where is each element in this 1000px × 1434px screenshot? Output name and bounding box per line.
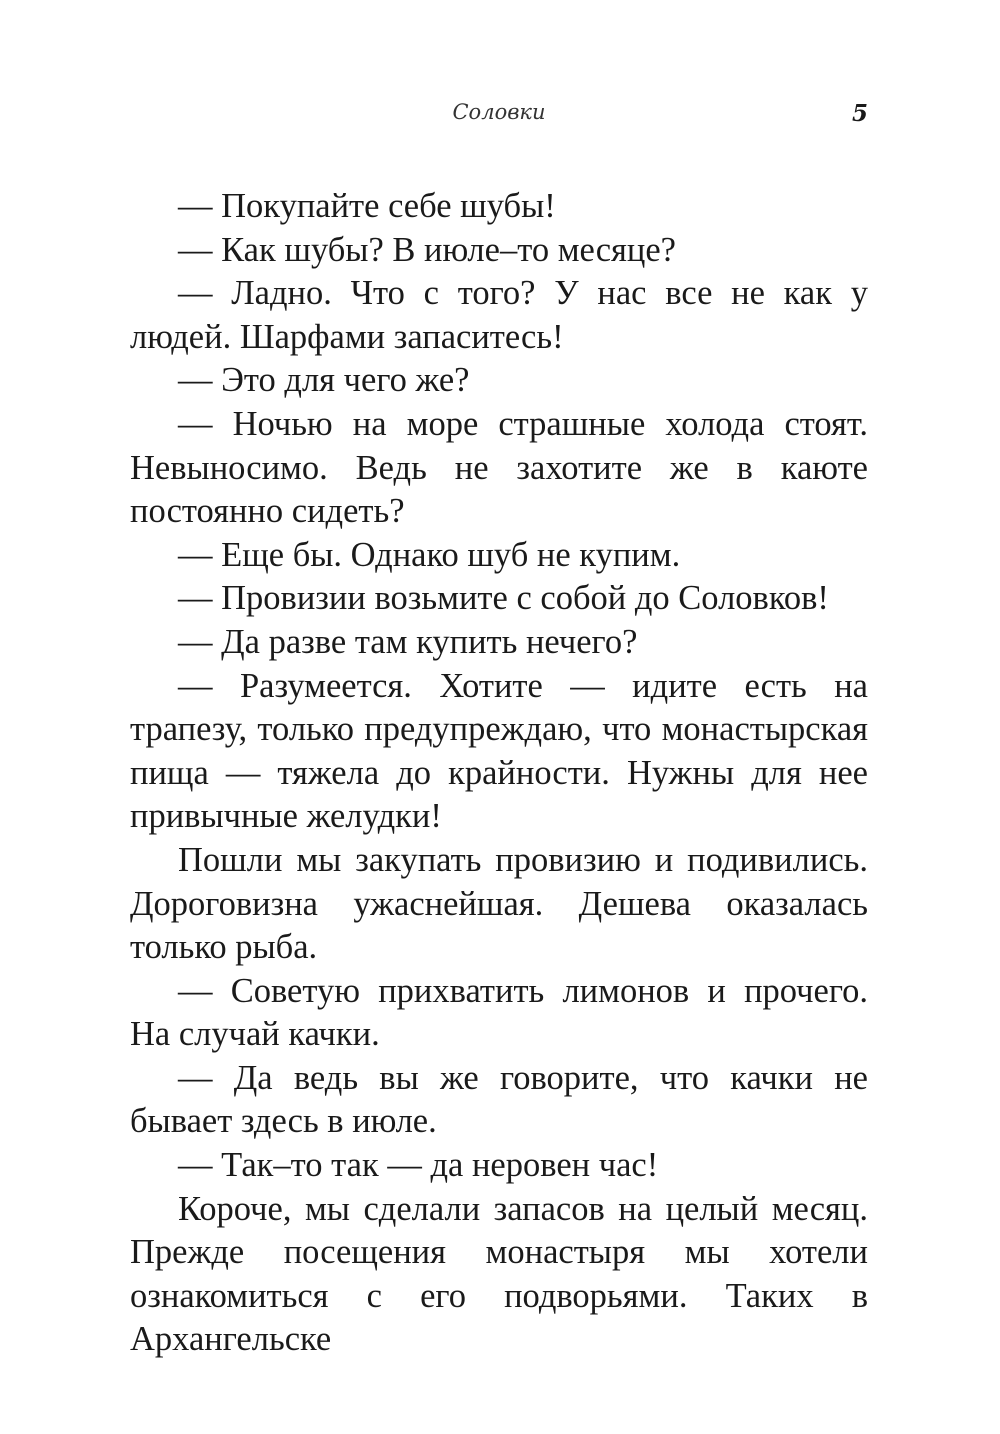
paragraph: — Покупайте себе шубы! — [178, 187, 556, 225]
text-body — [130, 185, 868, 1362]
paragraph: — Разумеется. Хотите — идите есть на трапезу, только предупреждаю, что монастырская пища — тяжела до крайности. Нужны для нее привычные желудки! — [130, 666, 868, 836]
running-title: Соловки — [452, 100, 546, 124]
paragraph: — Ночью на море страшные холода стоят. Невыносимо. Ведь не захотите же в каюте постоянно сидеть? — [130, 404, 868, 531]
paragraph: — Да ведь вы же говорите, что качки не бывает здесь в июле. — [130, 1058, 868, 1141]
paragraph: — Провизии возьмите с собой до Соловков! — [178, 579, 829, 618]
paragraph: — Это для чего же? — [178, 361, 470, 400]
paragraph: — Ладно. Что с того? У нас все не как у людей. Шарфами запаситесь! — [130, 274, 868, 356]
running-head — [130, 100, 868, 136]
paragraph: — Так–то так — да неровен час! — [178, 1146, 659, 1185]
page-number: 5 — [851, 100, 868, 127]
paragraph: Пошли мы закупать провизию и подивились. Дороговизна ужаснейшая. Дешева оказалась только рыба. — [130, 840, 868, 967]
paragraph: — Как шубы? В июле–то месяце? — [178, 230, 676, 269]
paragraph: — Да разве там купить нечего? — [178, 622, 638, 661]
paragraph: — Советую прихватить лимонов и прочего. На случай качки. — [130, 971, 868, 1054]
paragraph: — Еще бы. Однако шуб не купим. — [178, 535, 681, 574]
paragraph: Короче, мы сделали запасов на целый месяц. Прежде посещения монастыря мы хотели ознакомиться с его подворьями. Таких в Архангельске — [130, 1189, 868, 1359]
